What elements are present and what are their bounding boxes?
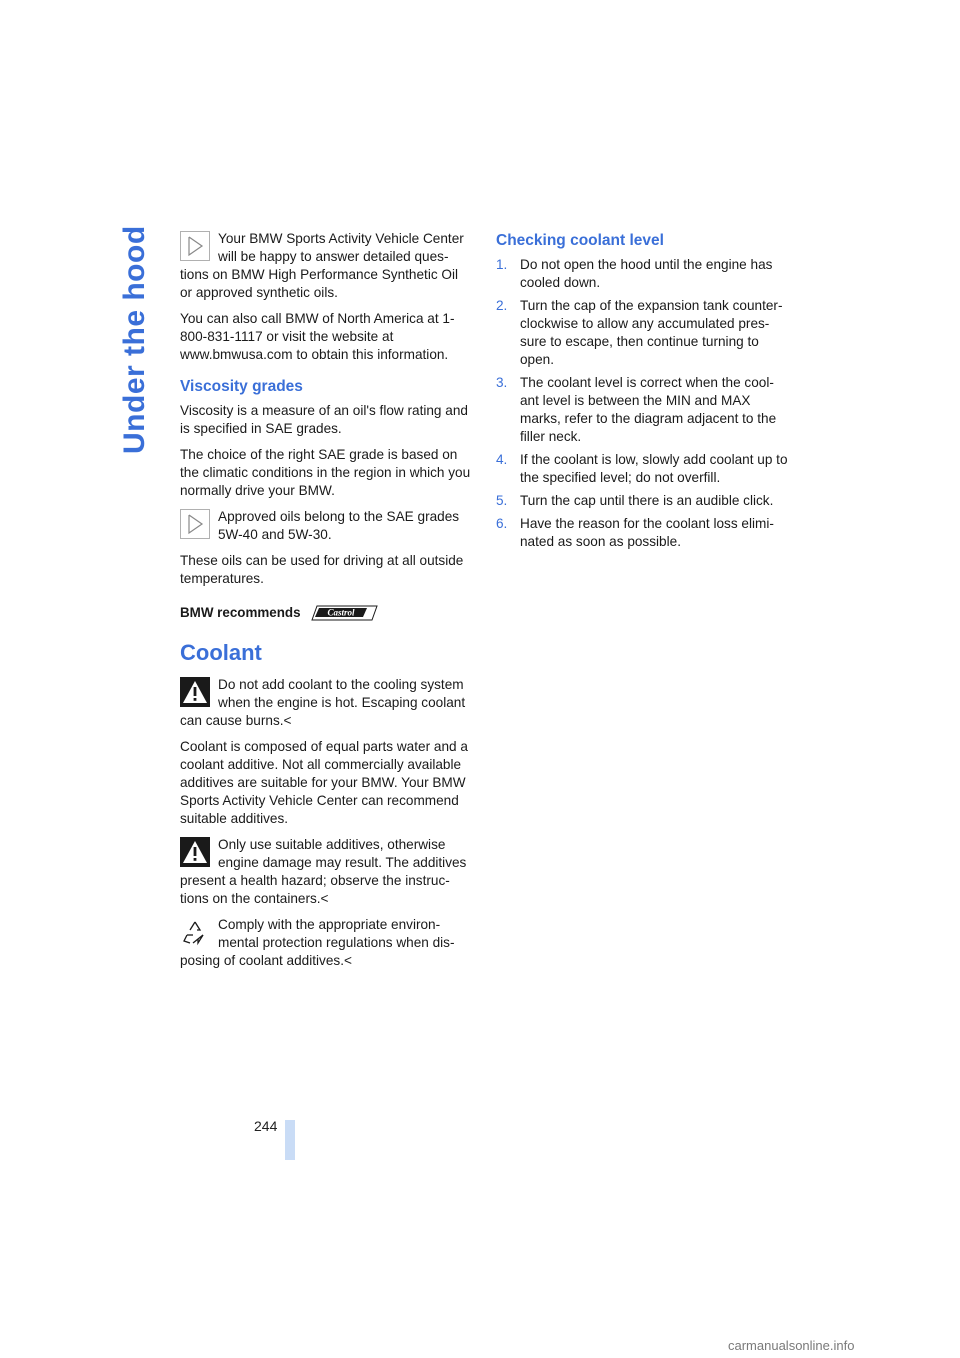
bmw-recommends bbox=[180, 602, 472, 624]
coolant-paragraph: Coolant is composed of equal parts water and a coolant additive. Not all commercially available additives are suitable for your BMW. Your BMW Sports Activity Vehicle Center can recommend suitable additives. bbox=[180, 739, 468, 826]
page-number: 244 bbox=[254, 1118, 278, 1134]
warning-triangle-icon bbox=[180, 677, 210, 707]
coolant-steps-list bbox=[496, 256, 788, 551]
tip-arrow-icon bbox=[180, 231, 210, 261]
checking-coolant-heading: Checking coolant level bbox=[496, 232, 664, 249]
list-item: 4. If the coolant is low, slowly add coolant up to the specified level; do not overfill. bbox=[496, 452, 788, 485]
warning-note-hot bbox=[180, 676, 472, 730]
viscosity-paragraph-3: These oils can be used for driving at all outside temperatures. bbox=[180, 553, 464, 586]
environment-note-text: Comply with the appropriate environ-mental protection regulations when dis-posing of coolant additives.< bbox=[180, 917, 455, 968]
list-item: 6. Have the reason for the coolant loss elimi-nated as soon as possible. bbox=[496, 516, 774, 549]
list-item: 1. Do not open the hood until the engine has cooled down. bbox=[496, 257, 773, 290]
tip-note-text: Your BMW Sports Activity Vehicle Center will be happy to answer detailed ques-tions on BMW High Performance Synthetic Oil or approved synthetic oils. bbox=[180, 231, 464, 300]
chapter-side-title bbox=[112, 225, 152, 460]
sae-note-text: Approved oils belong to the SAE grades 5W-40 and 5W-30. bbox=[218, 509, 460, 542]
left-column bbox=[180, 230, 472, 978]
warning-additives-text: Only use suitable additives, otherwise engine damage may result. The additives present a health hazard; observe the instruc-tions on the containers.< bbox=[180, 837, 467, 906]
page-number-bar bbox=[285, 1120, 295, 1160]
tip-note bbox=[180, 230, 472, 302]
watermark: carmanualsonline.info bbox=[728, 1338, 855, 1353]
castrol-logo bbox=[309, 604, 379, 622]
list-item: 5. Turn the cap until there is an audible click. bbox=[496, 493, 774, 508]
list-item: 3. The coolant level is correct when the cool-ant level is between the MIN and MAX marks, refer to the diagram adjacent to the filler neck. bbox=[496, 375, 777, 444]
contact-paragraph: You can also call BMW of North America at 1-800-831-1117 or visit the website at www.bmwusa.com to obtain this information. bbox=[180, 311, 455, 362]
list-item: 2. Turn the cap of the expansion tank counter-clockwise to allow any accumulated pres-sure to escape, then continue turning to open. bbox=[496, 298, 783, 367]
coolant-heading: Coolant bbox=[180, 640, 262, 665]
warning-triangle-icon bbox=[180, 837, 210, 867]
svg-text:Castrol: Castrol bbox=[327, 607, 355, 618]
recycle-icon bbox=[180, 917, 210, 947]
viscosity-paragraph-2: The choice of the right SAE grade is based on the climatic conditions in the region in which you normally drive your BMW. bbox=[180, 447, 471, 498]
warning-hot-text: Do not add coolant to the cooling system when the engine is hot. Escaping coolant can cause burns.< bbox=[180, 677, 466, 728]
sae-note bbox=[180, 508, 472, 544]
environment-note bbox=[180, 916, 472, 970]
right-column bbox=[496, 232, 788, 556]
chapter-title-text: Under the hood bbox=[118, 225, 151, 454]
recommends-label: BMW recommends bbox=[180, 605, 301, 620]
tip-arrow-icon bbox=[180, 509, 210, 539]
warning-note-additives bbox=[180, 836, 472, 908]
viscosity-heading: Viscosity grades bbox=[180, 378, 303, 395]
viscosity-paragraph-1: Viscosity is a measure of an oil's flow rating and is specified in SAE grades. bbox=[180, 403, 468, 436]
